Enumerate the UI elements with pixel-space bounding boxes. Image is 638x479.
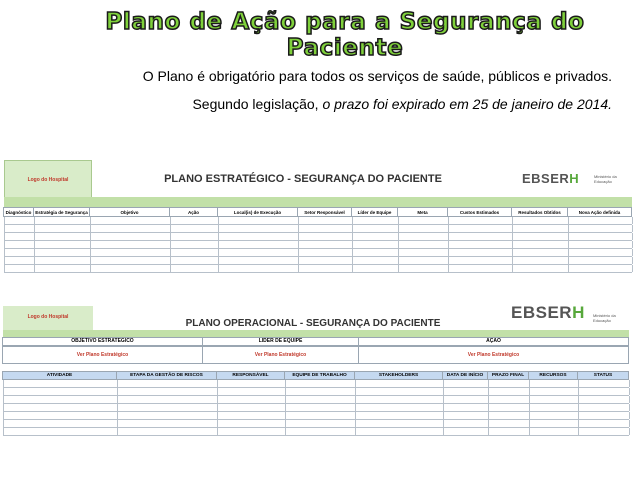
table-cell xyxy=(569,241,633,248)
table-cell xyxy=(118,420,218,427)
table-row xyxy=(4,217,632,225)
table-cell xyxy=(449,233,513,240)
ver-plano-link: Ver Plano Estratégico xyxy=(358,346,629,364)
table-cell xyxy=(579,404,630,411)
table-cell xyxy=(449,241,513,248)
slide-title: Plano de Ação para a Segurança do Paciente xyxy=(105,9,585,61)
col-header: Objetivo xyxy=(89,207,170,217)
table-cell xyxy=(4,396,118,403)
table-cell xyxy=(218,388,286,395)
table-cell xyxy=(513,249,569,256)
table-cell xyxy=(4,404,118,411)
table-cell xyxy=(35,249,91,256)
table-cell xyxy=(35,257,91,264)
table-cell xyxy=(35,233,91,240)
col-header: RESPONSÁVEL xyxy=(216,371,285,380)
ministry-line-2: Educação xyxy=(593,318,611,323)
deadline-text xyxy=(0,96,638,112)
table-row xyxy=(3,412,629,420)
table-cell xyxy=(353,217,399,224)
strategic-green-band xyxy=(4,197,632,207)
table-cell xyxy=(356,396,444,403)
table-cell xyxy=(449,265,513,272)
table-cell xyxy=(219,233,299,240)
operational-empty-rows xyxy=(3,380,629,444)
col-header: EQUIPE DE TRABALHO xyxy=(284,371,355,380)
table-cell xyxy=(91,241,171,248)
table-row xyxy=(4,225,632,233)
table-cell xyxy=(353,241,399,248)
table-cell xyxy=(171,265,219,272)
table-cell xyxy=(91,249,171,256)
table-cell xyxy=(569,233,633,240)
col-header: ATIVIDADE xyxy=(2,371,117,380)
table-cell xyxy=(579,380,630,387)
table-cell xyxy=(530,388,579,395)
table-cell xyxy=(91,265,171,272)
table-cell xyxy=(4,412,118,419)
operational-green-band xyxy=(3,330,629,337)
table-cell xyxy=(286,380,356,387)
table-cell xyxy=(356,388,444,395)
table-cell xyxy=(4,388,118,395)
table-cell xyxy=(489,412,530,419)
col-header: Local(is) de Execução xyxy=(217,207,298,217)
ebserh-logo-h: H xyxy=(569,171,580,186)
table-row xyxy=(4,241,632,249)
table-cell xyxy=(218,420,286,427)
ministry-logo xyxy=(594,174,617,184)
operational-title: PLANO OPERACIONAL - SEGURANÇA DO PACIENTE xyxy=(185,318,441,329)
table-cell xyxy=(530,380,579,387)
table-cell xyxy=(118,428,218,435)
ministry-line-1: Ministério da xyxy=(594,174,617,179)
table-cell xyxy=(5,225,35,232)
table-cell xyxy=(399,233,449,240)
table-cell xyxy=(286,388,356,395)
section-header: OBJETIVO ESTRATÉGICO xyxy=(2,337,203,346)
table-cell xyxy=(118,404,218,411)
col-header: RECURSOS xyxy=(528,371,578,380)
table-cell xyxy=(5,233,35,240)
table-cell xyxy=(218,404,286,411)
table-cell xyxy=(118,396,218,403)
table-cell xyxy=(530,404,579,411)
table-cell xyxy=(449,217,513,224)
table-cell xyxy=(171,257,219,264)
col-header: Custos Estimados xyxy=(447,207,512,217)
table-cell xyxy=(353,225,399,232)
table-cell xyxy=(286,404,356,411)
table-row xyxy=(3,396,629,404)
table-cell xyxy=(444,412,489,419)
table-cell xyxy=(579,412,630,419)
table-cell xyxy=(35,217,91,224)
table-cell xyxy=(444,396,489,403)
table-cell xyxy=(356,412,444,419)
strategic-plan-table xyxy=(4,160,632,280)
table-cell xyxy=(219,241,299,248)
operational-section-headers xyxy=(3,337,629,346)
table-cell xyxy=(489,396,530,403)
table-cell xyxy=(171,233,219,240)
strategic-empty-rows xyxy=(4,217,632,277)
col-header: Setor Responsável xyxy=(297,207,352,217)
table-cell xyxy=(5,257,35,264)
table-cell xyxy=(5,265,35,272)
strategic-column-headers xyxy=(4,207,632,217)
table-cell xyxy=(5,241,35,248)
table-cell xyxy=(219,249,299,256)
table-row xyxy=(3,428,629,436)
table-cell xyxy=(219,257,299,264)
ministry-line-2: Educação xyxy=(594,179,612,184)
table-cell xyxy=(4,420,118,427)
section-header: LÍDER DE EQUIPE xyxy=(202,337,359,346)
table-cell xyxy=(569,217,633,224)
table-row xyxy=(4,249,632,257)
operational-column-headers xyxy=(3,371,631,380)
table-cell xyxy=(219,265,299,272)
table-cell xyxy=(569,249,633,256)
table-row xyxy=(3,420,629,428)
table-cell xyxy=(286,412,356,419)
col-header: Resultados Obtidos xyxy=(511,207,568,217)
table-cell xyxy=(530,412,579,419)
ebserh-logo-main: EBSER xyxy=(511,303,573,322)
ebserh-logo xyxy=(522,171,579,186)
table-cell xyxy=(4,380,118,387)
table-cell xyxy=(444,380,489,387)
ministry-line-1: Ministério da xyxy=(593,313,616,318)
table-cell xyxy=(118,412,218,419)
col-header: Diagnóstico xyxy=(3,207,34,217)
table-cell xyxy=(118,388,218,395)
table-cell xyxy=(171,217,219,224)
table-cell xyxy=(489,388,530,395)
table-row xyxy=(4,257,632,265)
table-row xyxy=(4,233,632,241)
deadline-text-italic: o prazo foi expirado em 25 de janeiro de 2014. xyxy=(322,96,612,112)
table-cell xyxy=(299,265,353,272)
table-cell xyxy=(218,428,286,435)
hospital-logo-placeholder: Logo do Hospital xyxy=(4,160,92,200)
table-cell xyxy=(171,241,219,248)
table-cell xyxy=(91,257,171,264)
table-cell xyxy=(286,420,356,427)
table-cell xyxy=(489,420,530,427)
operational-section-values xyxy=(3,346,629,364)
table-cell xyxy=(35,265,91,272)
strategic-header xyxy=(4,160,632,200)
table-cell xyxy=(530,396,579,403)
table-cell xyxy=(513,257,569,264)
table-cell xyxy=(171,225,219,232)
col-header: Líder de Equipe xyxy=(351,207,398,217)
col-header: DATA DE INÍCIO xyxy=(442,371,488,380)
table-cell xyxy=(299,217,353,224)
col-header: Nova Ação definida xyxy=(567,207,632,217)
table-cell xyxy=(353,265,399,272)
table-cell xyxy=(399,265,449,272)
table-row xyxy=(3,380,629,388)
col-header: Estratégia de Segurança xyxy=(33,207,90,217)
table-cell xyxy=(4,428,118,435)
table-cell xyxy=(579,420,630,427)
table-row xyxy=(3,388,629,396)
table-row xyxy=(4,265,632,273)
ver-plano-link: Ver Plano Estratégico xyxy=(202,346,359,364)
table-cell xyxy=(5,249,35,256)
table-cell xyxy=(530,428,579,435)
table-cell xyxy=(399,241,449,248)
col-header: ETAPA DA GESTÃO DE RISCOS xyxy=(116,371,217,380)
table-cell xyxy=(530,420,579,427)
table-cell xyxy=(569,265,633,272)
table-cell xyxy=(513,265,569,272)
table-cell xyxy=(356,404,444,411)
strategic-title: PLANO ESTRATÉGICO - SEGURANÇA DO PACIENTE xyxy=(164,173,442,185)
table-cell xyxy=(449,249,513,256)
table-cell xyxy=(356,428,444,435)
table-cell xyxy=(218,396,286,403)
table-cell xyxy=(513,217,569,224)
deadline-text-plain: Segundo legislação, xyxy=(192,96,323,112)
table-cell xyxy=(299,225,353,232)
table-cell xyxy=(91,225,171,232)
table-cell xyxy=(399,217,449,224)
operational-plan-table xyxy=(3,299,629,444)
col-header: STAKEHOLDERS xyxy=(354,371,443,380)
table-cell xyxy=(353,233,399,240)
table-cell xyxy=(299,257,353,264)
table-cell xyxy=(489,428,530,435)
table-cell xyxy=(5,217,35,224)
ver-plano-link: Ver Plano Estratégico xyxy=(2,346,203,364)
col-header: STATUS xyxy=(577,371,629,380)
ebserh-logo xyxy=(511,303,585,323)
table-cell xyxy=(444,428,489,435)
obligation-text: O Plano é obrigatório para todos os serviços de saúde, públicos e privados. xyxy=(142,68,612,84)
table-cell xyxy=(286,396,356,403)
col-header: Ação xyxy=(169,207,218,217)
table-cell xyxy=(449,257,513,264)
col-header: PRAZO FINAL xyxy=(487,371,529,380)
table-cell xyxy=(91,233,171,240)
table-cell xyxy=(219,217,299,224)
table-cell xyxy=(513,225,569,232)
table-cell xyxy=(35,241,91,248)
table-cell xyxy=(513,241,569,248)
table-cell xyxy=(356,380,444,387)
ministry-logo xyxy=(593,313,616,323)
table-cell xyxy=(579,396,630,403)
hospital-logo-placeholder: Logo do Hospital xyxy=(3,306,93,330)
table-row xyxy=(3,404,629,412)
table-cell xyxy=(569,225,633,232)
table-cell xyxy=(444,388,489,395)
table-cell xyxy=(444,404,489,411)
table-cell xyxy=(35,225,91,232)
table-cell xyxy=(399,257,449,264)
table-cell xyxy=(449,225,513,232)
table-cell xyxy=(353,249,399,256)
table-cell xyxy=(579,388,630,395)
table-cell xyxy=(353,257,399,264)
table-cell xyxy=(286,428,356,435)
table-cell xyxy=(444,420,489,427)
table-cell xyxy=(91,217,171,224)
table-cell xyxy=(513,233,569,240)
table-cell xyxy=(299,249,353,256)
table-cell xyxy=(118,380,218,387)
table-cell xyxy=(399,249,449,256)
table-cell xyxy=(569,257,633,264)
table-cell xyxy=(579,428,630,435)
ebserh-logo-h: H xyxy=(572,303,585,322)
table-cell xyxy=(171,249,219,256)
table-cell xyxy=(218,380,286,387)
table-cell xyxy=(356,420,444,427)
table-cell xyxy=(218,412,286,419)
table-cell xyxy=(399,225,449,232)
table-cell xyxy=(489,380,530,387)
table-cell xyxy=(299,233,353,240)
ebserh-logo-main: EBSER xyxy=(522,171,570,186)
table-cell xyxy=(299,241,353,248)
section-header: AÇÃO xyxy=(358,337,629,346)
col-header: Meta xyxy=(397,207,448,217)
table-cell xyxy=(219,225,299,232)
table-cell xyxy=(489,404,530,411)
